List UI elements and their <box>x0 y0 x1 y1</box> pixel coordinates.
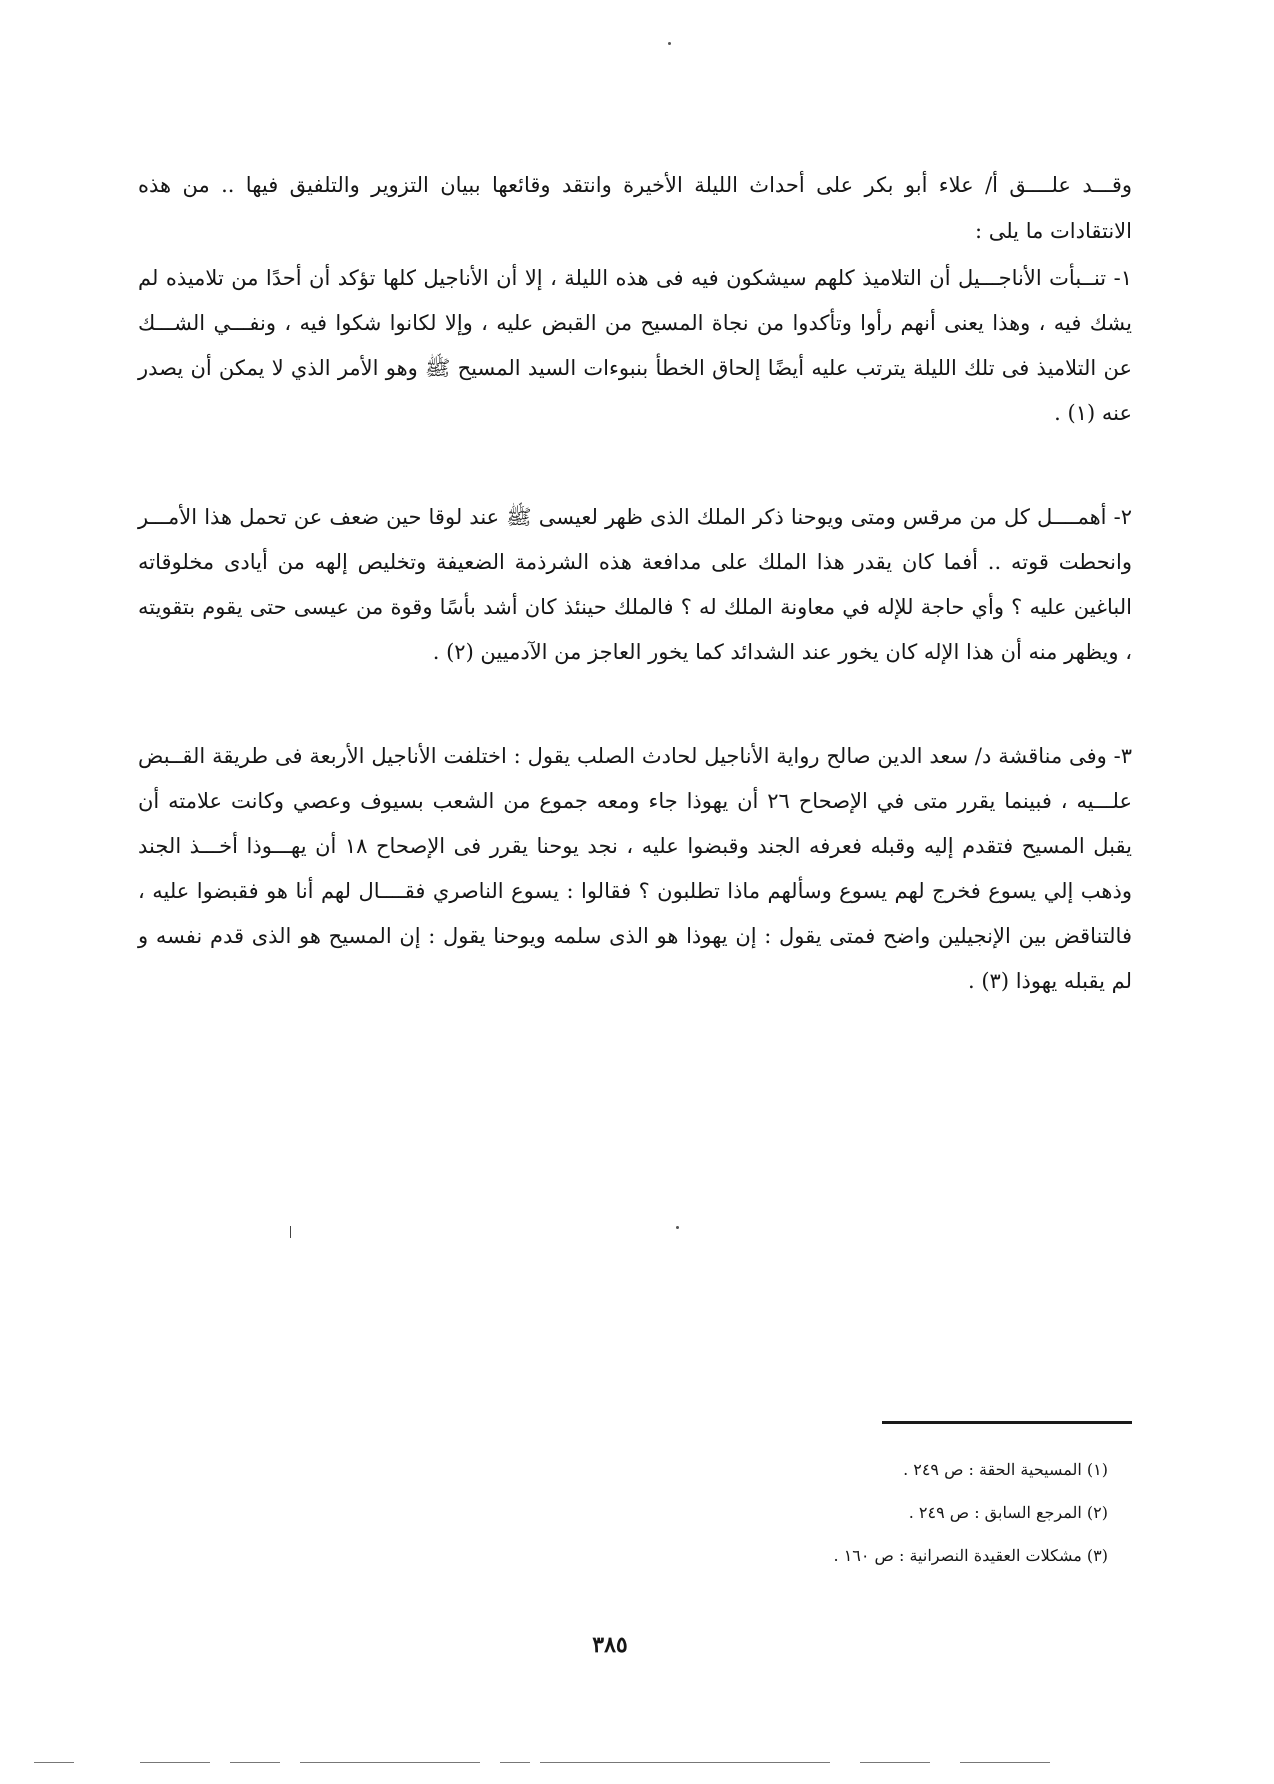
item-text: تنــبأت الأناجـــيل أن التلاميذ كلهم سيشكون فيه فى هذه الليلة ، إلا أن الأناجيل كلها تؤكد أن أحدًا من تلاميذه لم يشك فيه ، وهذا يعنى أنهم رأوا وتأكدوا من نجاة المسيح من القبض عليه ، وإلا لكانوا شكوا فيه ، ونفـــي الشـــك عن التلاميذ فى تلك الليلة يترتب عليه أيضًا إلحاق الخطأ بنبوءات السيد المسيح ﷺ وهو الأمر الذي لا يمكن أن يصدر عنه (١) . <box>138 266 1132 425</box>
item-number: ٢- <box>1113 505 1132 529</box>
item-number: ١- <box>1113 266 1132 290</box>
scan-edge-line <box>500 1762 530 1763</box>
item-text: وفى مناقشة د/ سعد الدين صالح رواية الأناجيل لحادث الصلب يقول : اختلفت الأناجيل الأربعة فى طريقة القــبض علـــيه ، فبينما يقرر متى في الإصحاح ٢٦ أن يهوذا جاء ومعه جموع من الشعب بسيوف وعصي وكانت علامته أن يقبل المسيح فتقدم إليه وقبله فعرفه الجند وقبضوا عليه ، نجد يوحنا يقرر فى الإصحاح ١٨ أن يهـــوذا أخـــذ الجند وذهب إلي يسوع فخرج لهم يسوع وسألهم ماذا تطلبون ؟ فقالوا : يسوع الناصري فقــــال لهم أنا هو فقبضوا عليه ، فالتناقض بين الإنجيلين واضح فمتى يقول : إن يهوذا هو الذى سلمه ويوحنا يقول : إن المسيح هو الذى قدم نفسه و لم يقبله يهوذا (٣) . <box>138 744 1132 993</box>
scan-edge-line <box>960 1762 1050 1763</box>
footnote: (٢) المرجع السابق : ص ٢٤٩ . <box>908 1503 1108 1522</box>
list-item <box>138 734 1132 1004</box>
list-item <box>138 495 1132 675</box>
item-text: أهمــــل كل من مرقس ومتى ويوحنا ذكر الملك الذى ظهر لعيسى ﷺ عند لوقا حين ضعف عن تحمل هذا الأمـــر وانحطت قوته .. أفما كان يقدر هذا الملك على مدافعة هذه الشرذمة الضعيفة وتخليص إلهه من أيادى مخلوقاته الباغين عليه ؟ وأي حاجة للإله في معاونة الملك له ؟ فالملك حينئذ كان أشد بأسًا وقوة من عيسى حتى يقوم بتقويته ، ويظهر منه أن هذا الإله كان يخور عند الشدائد كما يخور العاجز من الآدميين (٢) . <box>138 505 1132 664</box>
footnotes <box>688 1448 1108 1577</box>
footnote: (١) المسيحية الحقة : ص ٢٤٩ . <box>903 1460 1108 1479</box>
footnote: (٣) مشكلات العقيدة النصرانية : ص ١٦٠ . <box>833 1546 1108 1565</box>
scan-edge-line <box>860 1762 930 1763</box>
list-item <box>138 256 1132 436</box>
item-number: ٣- <box>1113 744 1132 768</box>
page-number: ٣٨٥ <box>592 1632 628 1658</box>
footnote-separator <box>882 1421 1132 1424</box>
scan-edge-line <box>540 1762 830 1763</box>
scan-edge-line <box>230 1762 280 1763</box>
scan-edge-line <box>34 1762 74 1763</box>
scan-speck <box>676 1226 679 1229</box>
scan-speck <box>290 1226 291 1238</box>
scan-speck <box>668 42 671 45</box>
scan-edge-line <box>300 1762 480 1763</box>
intro-paragraph: وقـــد علــــق أ/ علاء أبو بكر على أحداث الليلة الأخيرة وانتقد وقائعها ببيان التزوير والتلفيق فيها .. من هذه الانتقادات ما يلى : <box>138 173 1132 243</box>
scan-edge-line <box>140 1762 210 1763</box>
